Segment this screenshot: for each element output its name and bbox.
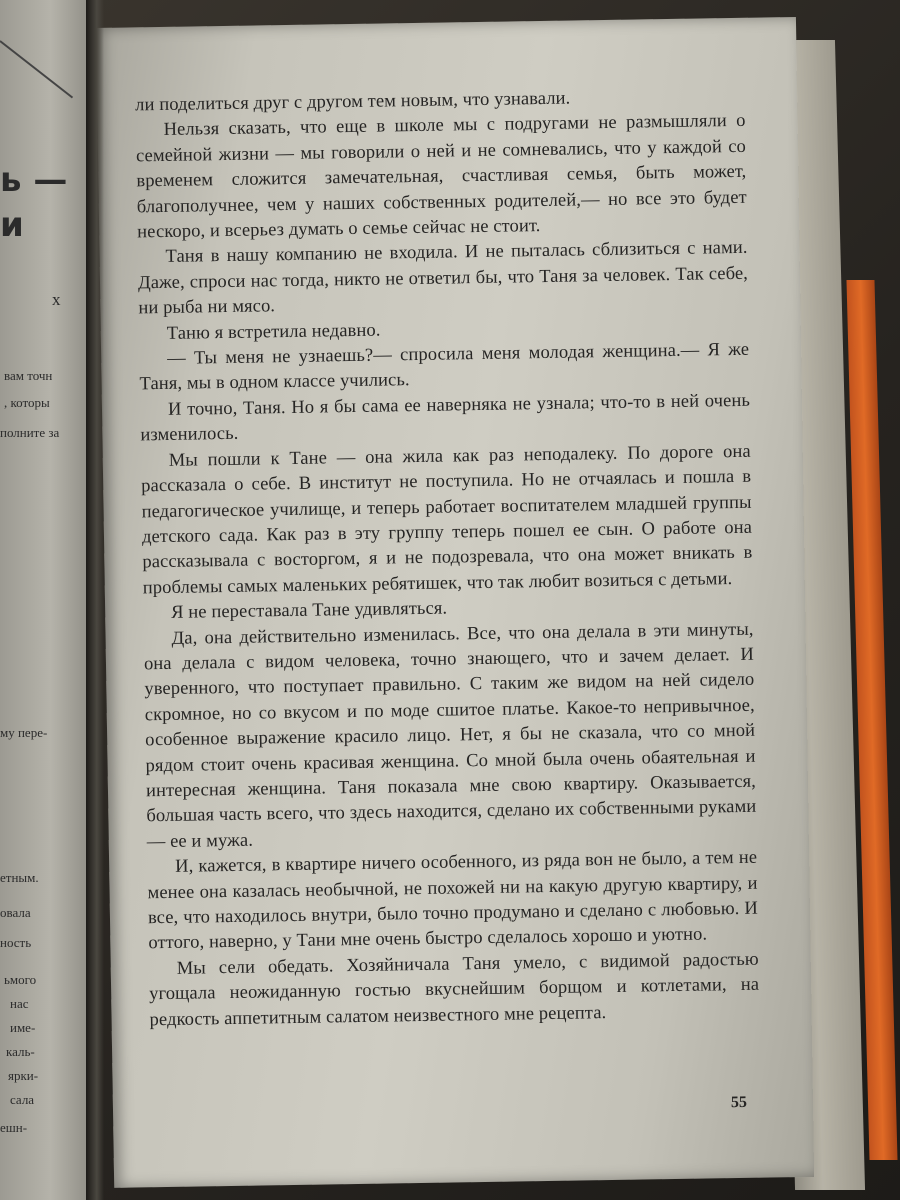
paragraph: Да, она действительно изменилась. Все, что она делала в эти минуты, она делала с видом человека, точно знающего, что и зачем делает. И уверенного, что поступает правильно. С таким же видом на ней сидело скромное, но со вкусом и по моде сшитое платье. Какое-то непривычное, особенное выражение красило лицо. Нет, я бы не сказала, что со мной рядом стоит очень красивая женщина. Со мной была очень обаятельная и интересная женщина. Таня показала мне свою квартиру. Оказывается, большая часть всего, что здесь находится, сделано их собственными руками — ее и мужа. — [143, 619, 757, 853]
paragraph: Таня в нашу компанию не входила. И не пыталась сблизиться с нами. Даже, спроси нас тогда, никто не ответил бы, что Таня за человек. Так себе, ни рыба ни мясо. — [137, 238, 749, 319]
previous-page-fragment: овала — [0, 905, 31, 920]
paragraph: Я не переставала Тане удивляться. — [171, 598, 448, 624]
previous-page-fragment: ь — — [0, 160, 68, 200]
paragraph: И точно, Таня. Но я бы сама ее наверняка не узнала; что-то в ней очень изменилось. — [140, 390, 751, 446]
previous-page-fragment: ьмого — [4, 972, 37, 987]
previous-page-fragment: ярки- — [8, 1068, 39, 1083]
previous-page-fragment: вам точн — [4, 368, 53, 383]
paragraph: И, кажется, в квартире ничего особенного, из ряда вон не было, а тем не менее она казалась необычной, не похожей ни на какую другую квартиру, и все, что находилось внутри, было точно продумано и сделано с любовью. И оттого, наверно, у Тани мне очень быстро сделалось хорошо и уютно. — [147, 847, 759, 954]
previous-page-fragment: му пере- — [0, 725, 48, 740]
previous-page-fragment: полните за — [0, 425, 60, 440]
book-page — [96, 17, 814, 1188]
previous-page-fragment: сала — [10, 1092, 35, 1107]
previous-page-fragment: и — [0, 205, 24, 245]
paragraph: — Ты меня не узнаешь?— спросила меня молодая женщина.— Я же Таня, мы в одном классе учились. — [139, 339, 750, 395]
paragraph: ли поделиться друг с другом тем новым, что узнавали. — [135, 88, 571, 116]
previous-page-fragment: ность — [0, 935, 32, 950]
page-text — [135, 84, 760, 1033]
previous-page-rule — [0, 40, 73, 98]
page-number: 55 — [730, 1093, 748, 1112]
paragraph: Нельзя сказать, что еще в школе мы с подругами не размышляли о семейной жизни — мы говорили о ней и не сомневались, что у каждой со временем сложится замечательная, счастливая семья, быть может, благополучнее, чем у наших собственных родителей,— но все это будет нескоро, и всерьез думать о семье сейчас не стоит. — [135, 111, 747, 243]
previous-page-fragment: , которы — [4, 395, 50, 410]
previous-page-fragment: име- — [10, 1020, 36, 1035]
paragraph: Мы сели обедать. Хозяйничала Таня умело, с видимой радостью угощала неожиданную гостью вкуснейшим борщом и котлетами, на редкость аппетитным салатом неизвестного мне рецепта. — [149, 949, 760, 1030]
previous-page-fragment: нас — [10, 996, 29, 1011]
previous-page-fragment: етным. — [0, 870, 39, 885]
previous-page-fragment: каль- — [6, 1044, 35, 1059]
previous-page-fragment: х — [52, 290, 61, 309]
paragraph: Таню я встретила недавно. — [166, 320, 381, 344]
previous-page — [0, 0, 92, 1200]
book-gutter — [86, 0, 104, 1200]
previous-page-fragment: ешн- — [0, 1120, 28, 1135]
paragraph: Мы пошли к Тане — она жила как раз неподалеку. По дороге она рассказала о себе. В институт не поступила. Но не отчаялась и пошла в педагогическое училище, и теперь работает воспитателем младшей группы детского сада. Как раз в эту группу теперь пошел ее сын. О работе она рассказывала с восторгом, я и не подозревала, что она может вникать в проблемы самых маленьких ребятишек, что так любит возиться с детьми. — [141, 441, 753, 599]
